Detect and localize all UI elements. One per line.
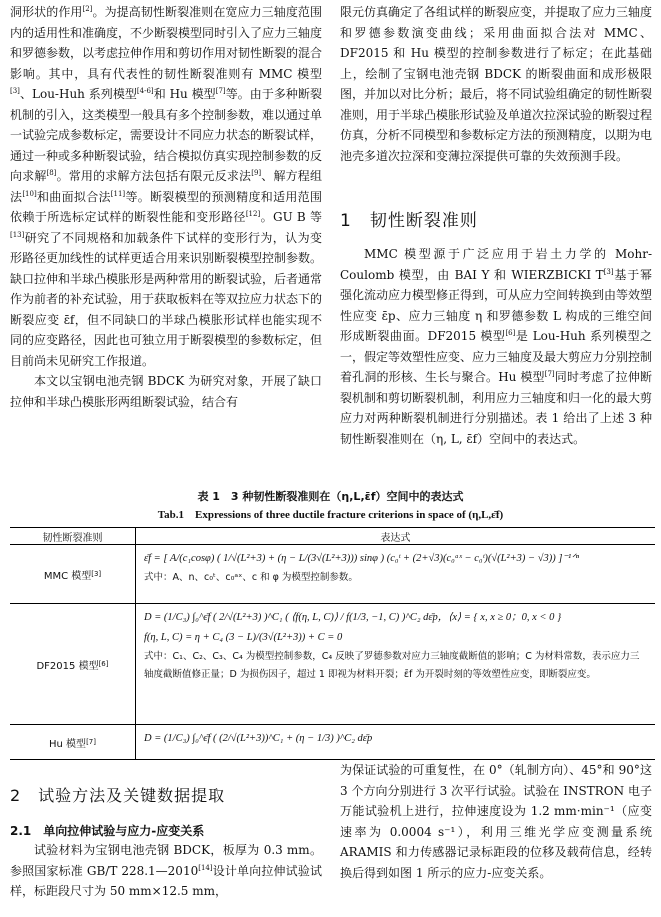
- table-row-hu: Hu 模型 [7] D = (1/C₃) ∫₀^ε̄f ( (2/√(L²+3))^C₁ + (η − 1/3) )^C₂ dε̄p: [10, 725, 655, 759]
- row-name: DF2015 模型: [36, 660, 99, 672]
- table-caption-en: Tab.1 Expressions of three ductile fracture criterions in space of (η,L,ε̄f): [157, 509, 504, 521]
- right-column-mid: [340, 244, 652, 449]
- table-caption-cn: 表 1 3 种韧性断裂准则在（η,L,ε̄f）空间中的表达式: [197, 490, 464, 503]
- header-criterion: 韧性断裂准则: [10, 528, 136, 544]
- subsection-2-1-heading: 2.1 单向拉伸试验与应力-应变关系: [10, 824, 205, 838]
- df2015-equation-2: f(η, L, C) = η + C₄ (3 − L)/(3√(L²+3)) + C = 0: [144, 632, 343, 643]
- hu-equation: D = (1/C₃) ∫₀^ε̄f ( (2/√(L²+3))^C₁ + (η − 1/3) )^C₂ dε̄p: [144, 733, 373, 744]
- paragraph-study: 本文以宝钢电池壳钢 BDCK 为研究对象，开展了缺口拉伸和半球凸模胀形两组断裂试验，结合有: [10, 374, 322, 409]
- left-column-top: [10, 2, 322, 412]
- mmc-note: 式中：A、n、c₀ᵗ、c₀ᵃˣ、c 和 φ 为模型控制参数。: [144, 572, 358, 583]
- right-column-bottom: [340, 760, 652, 883]
- paragraph-intro: 洞形状的作用[2]。为提高韧性断裂准则在宽应力三轴度范围内的适用性和准确度，不少断裂模型同时引入了应力三轴度和罗德参数，以考虑拉伸作用和剪切作用对韧性断裂的混合影响。其中，具有代表性的韧性断裂准则有 MMC 模型[3]、Lou-Huh 系列模型[4-6]和 Hu 模型[7]等。由于多种断裂机制的引入，这类模型一般具有多个控制参数，难以通过单一试验完成参数标定，需要设计不同应力状态的断裂试样，通过一种或多种断裂试验，结合模拟仿真实现控制参数的反向求解[8]。常用的求解方法包括有限元反求法[9]、解方程组法[10]和曲面拟合法[11]等。断裂模型的预测精度和适用范围依赖于所选标定试样的断裂性能和变形路径[12]。GU B 等[13]研究了不同规格和加载条件下试样的变形行为，认为变形路径更加线性的试样更适合用来识别断裂模型控制参数。缺口拉伸和半球凸模胀形是两种常用的断裂试验，后者通常作为前者的补充试验，用于获取板料在等双拉应力状态下的断裂应变 ε̄f，但不同缺口的半球凸模胀形试样也能实现不同的应变路径，因此也可独立用于断裂模型的参数标定，但目前尚未见研究工作报道。: [10, 5, 323, 368]
- table-row-df2015: DF2015 模型 [6] D = (1/C₃) ∫₀^ε̄f ( 2/√(L²+3) )^C₁ ( ⟨f(η, L, C)⟩ / f(1/3, −1, C) )^C₂ dε̄p，⟨x⟩ = { x, x ≥ 0；0, x < 0 } f(η, L, C) = η + C₄ (3 − L)/(3√(L²+3)) + C = 0 式中：C₁、C₂、C₃、C₄ 为模型控制参数，C₄ 反映了罗德参数对应力三轴度截断值的影响；C 为材料常数，表示应力三轴度截断值修正量；D 为损伤因子，超过 1 即视为材料开裂；ε̄f 为开裂时刻的等效塑性应变，即断裂应变。: [10, 604, 655, 725]
- header-expression: 表达式: [380, 533, 411, 544]
- row-name: MMC 模型: [43, 570, 92, 582]
- mmc-equation: ε̄f = [ A/(c₁cosφ) ( 1/√(L²+3) + (η − L/(3√(L²+3))) sinφ ) (c₀ᵗ + (2+√3)(c₀ᵃˣ − c₀ᵗ)(√(L²+3) − √3)) ]⁻¹ᐟⁿ: [144, 553, 579, 564]
- table-header-row: [10, 528, 655, 545]
- paragraph-test-setup: 为保证试验的可重复性，在 0°（轧制方向）、45°和 90°这 3 个方向分别进行 3 次平行试验。试验在 INSTRON 电子万能试验机上进行，拉伸速度设为 1.2 mm·min⁻¹（应变速率为 0.0004 s⁻¹），利用三维光学应变测量系统 ARAMIS 和力传感器记录标距段的位移及载荷信息，经转换后得到如图 1 所示的应力-应变关系。: [340, 763, 652, 880]
- paragraph-method: 限元仿真确定了各组试样的断裂应变，并提取了应力三轴度和罗德参数演变曲线；采用曲面拟合法对 MMC、DF2015 和 Hu 模型的控制参数进行了标定；在此基础上，绘制了宝钢电池壳钢 BDCK 的断裂曲面和成形极限图，并加以对比分析；最后，将不同试验组确定的韧性断裂准则，用于半球凸模胀形试验及单道次拉深试验的断裂过程仿真，分析不同模型和参数标定方法的预测精度，以期为电池壳多道次拉深和变薄拉深提供可靠的失效预测手段。: [340, 5, 653, 163]
- section-1-heading: 1 韧性断裂准则: [340, 211, 478, 231]
- table-row-mmc: MMC 模型 [3] ε̄f = [ A/(c₁cosφ) ( 1/√(L²+3) + (η − L/(3√(L²+3))) sinφ ) (c₀ᵗ + (2+√3)(c₀ᵃˣ − c₀ᵗ)(√(L²+3) − √3)) ]⁻¹ᐟⁿ 式中：A、n、c₀ᵗ、c₀ᵃˣ、c 和 φ 为模型控制参数。: [10, 545, 655, 604]
- df2015-note: 式中：C₁、C₂、C₃、C₄ 为模型控制参数，C₄ 反映了罗德参数对应力三轴度截断值的影响；C 为材料常数，表示应力三轴度截断值修正量；D 为损伤因子，超过 1 即视为材料开裂；ε̄f 为开裂时刻的等效塑性应变，即断裂应变。: [144, 651, 640, 680]
- criteria-table: [10, 527, 655, 760]
- right-column-top: [340, 2, 652, 166]
- paragraph-criteria: MMC 模型源于广泛应用于岩土力学的 Mohr-Coulomb 模型，由 BAI Y 和 WIERZBICKI T[3]基于幂强化流动应力模型修正得到，可从应力空间转换到由等效塑性应变 ε̄p、应力三轴度 η 和罗德参数 L 构成的三维空间形成断裂曲面。DF2015 模型[6]是 Lou-Huh 系列模型之一，假定等效塑性应变、应力三轴度及最大剪应力分别控制着孔洞的形核、生长与聚合。Hu 模型[7]同时考虑了拉伸断裂机制和剪切断裂机制，利用应力三轴度和归一化的最大剪应力对两种断裂机制进行分别描述。表 1 给出了上述 3 种韧性断裂准则在（η, L, ε̄f）空间中的表达式。: [340, 247, 653, 446]
- row-name: Hu 模型: [49, 738, 87, 750]
- paragraph-material: 试验材料为宝钢电池壳钢 BDCK，板厚为 0.3 mm。参照国家标准 GB/T 228.1—2010[14]设计单向拉伸试验试样，标距段尺寸为 50 mm×12.5 mm，: [10, 843, 322, 898]
- section-2-heading: 2 试验方法及关键数据提取: [10, 786, 226, 805]
- df2015-equation-1: D = (1/C₃) ∫₀^ε̄f ( 2/√(L²+3) )^C₁ ( ⟨f(η, L, C)⟩ / f(1/3, −1, C) )^C₂ dε̄p，⟨x⟩ = { x, x ≥ 0；0, x < 0 }: [144, 612, 562, 623]
- left-column-bottom: [10, 840, 322, 902]
